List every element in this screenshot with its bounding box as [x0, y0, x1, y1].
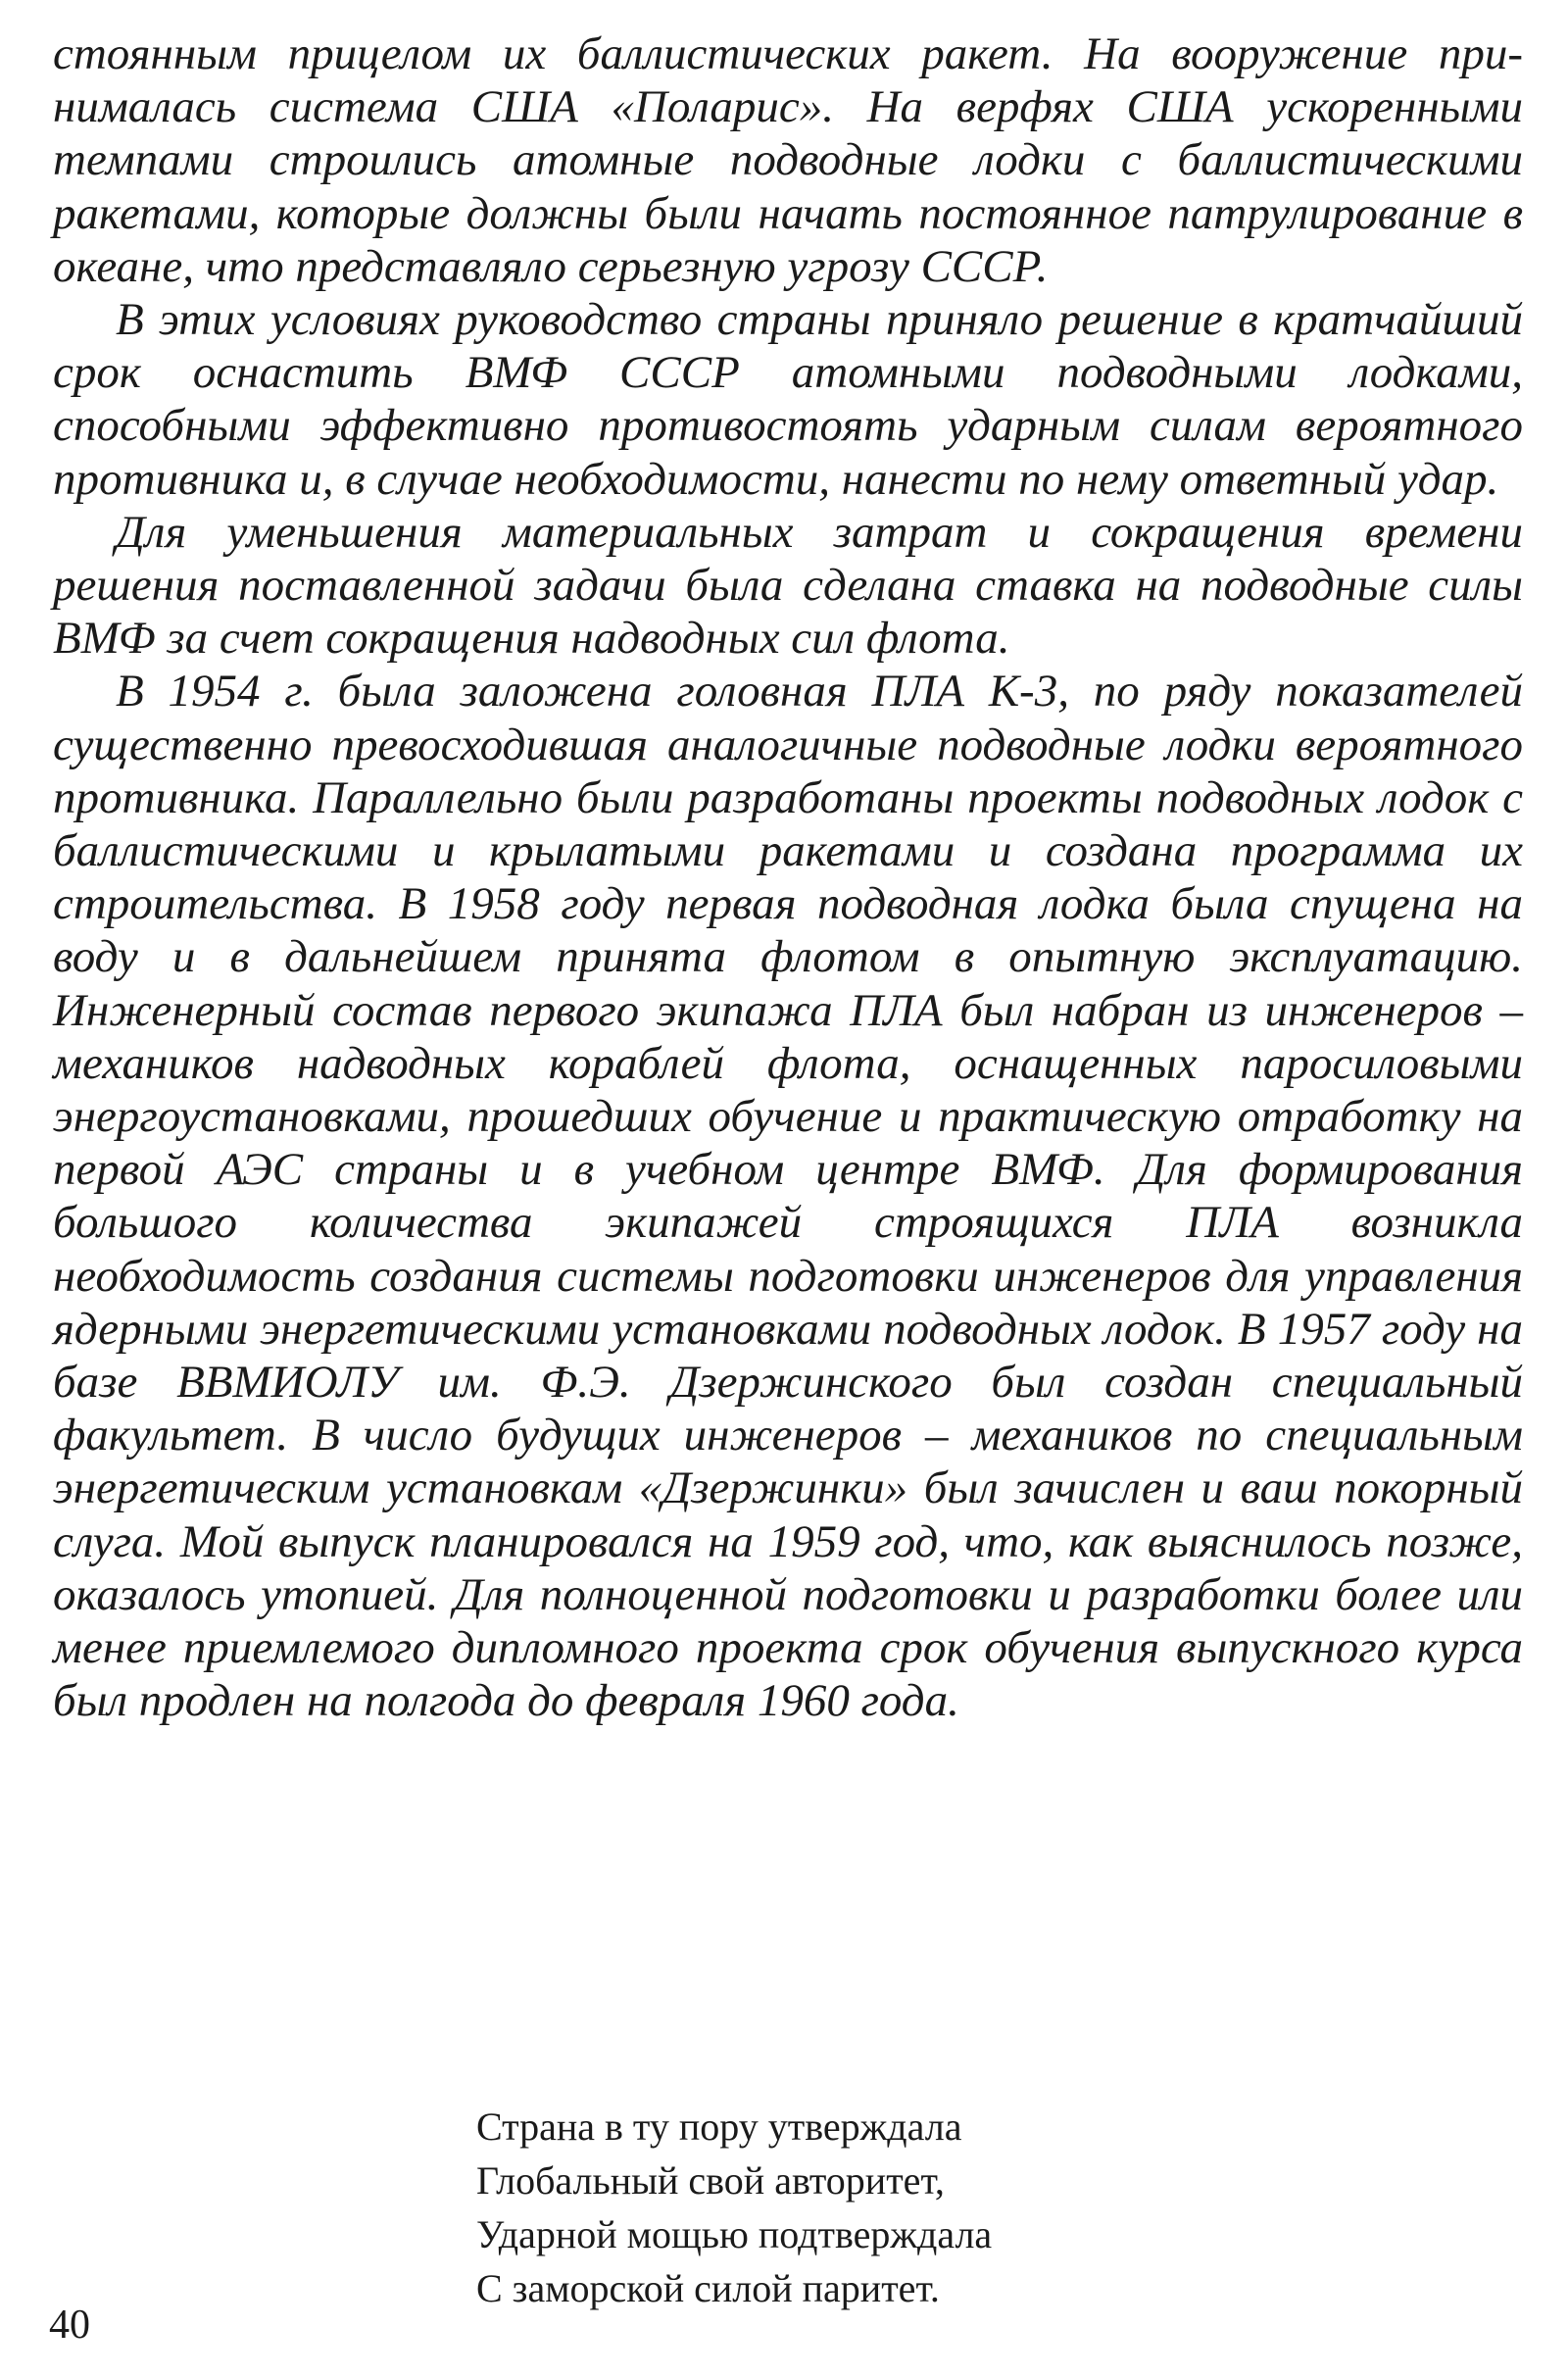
poem-line: Глобальный свой авторитет,: [476, 2158, 945, 2203]
poem-line: С заморской силой паритет.: [476, 2266, 940, 2310]
poem-line: Страна в ту пору утверждала: [476, 2105, 962, 2149]
paragraph: В 1954 г. была заложена головная ПЛА К-3, по ряду показателей существенно превосходившая аналогичные подводные лодки вероятного противника. Параллельно были разработаны проекты подводных лодок с баллистическими и крылатыми ракетами и создана программа их строительства. В 1958 году первая подводная лодка была спущена на воду и в дальнейшем принята флотом в опытную эксплуатацию. Инженерный состав первого экипажа ПЛА был набран из инженеров – механиков надводных кораблей флота, оснащенных паросиловыми энергоустановками, прошедших обучение и практическую отработку на первой АЭС страны и в учебном центре ВМФ. Для формирования большого количества экипажей строящихся ПЛА возникла необходимость создания системы подготовки инженеров для управления ядерными энергетическими установками подводных лодок. В 1957 году на базе ВВМИОЛУ им. Ф.Э. Дзержинского был создан специальный факультет. В число будущих инженеров – механиков по специальным энергетическим установкам «Дзержинки» был зачислен и ваш покорный слуга. Мой выпуск планировался на 1959 год, что, как выяснилось позже, оказалось утопией. Для полноценной подготовки и разработки более или менее приемлемого дипломного проекта срок обучения выпускного курса был продлен на полгода до февраля 1960 года.: [53, 666, 1523, 1727]
paragraph: Для уменьшения материальных затрат и сокращения времени решения поставленной задачи была сделана ставка на подводные силы ВМФ за счет сокращения надводных сил флота.: [53, 506, 1523, 665]
main-text: [53, 27, 1523, 1728]
poem-stanza: [476, 2100, 992, 2315]
paragraph-continuation: стоянным прицелом их баллистических ракет. На вооружение принималась система США «Поларис». На верфях США ускоренными темпами строились атомные подводные лодки с баллистическими ракетами, которые должны были начать постоянное патрулирование в океане, что представляло серьезную угрозу СССР.: [53, 28, 1523, 292]
page-number: 40: [49, 2303, 90, 2348]
poem-line: Ударной мощью подтверждала: [476, 2212, 993, 2256]
paragraph: В этих условиях руководство страны приняло решение в кратчайший срок оснастить ВМФ СССР атомными подводными лодками, способными эффективно противостоять ударным силам вероятного противника и, в случае необходимости, нанести по нему ответный удар.: [53, 294, 1523, 505]
